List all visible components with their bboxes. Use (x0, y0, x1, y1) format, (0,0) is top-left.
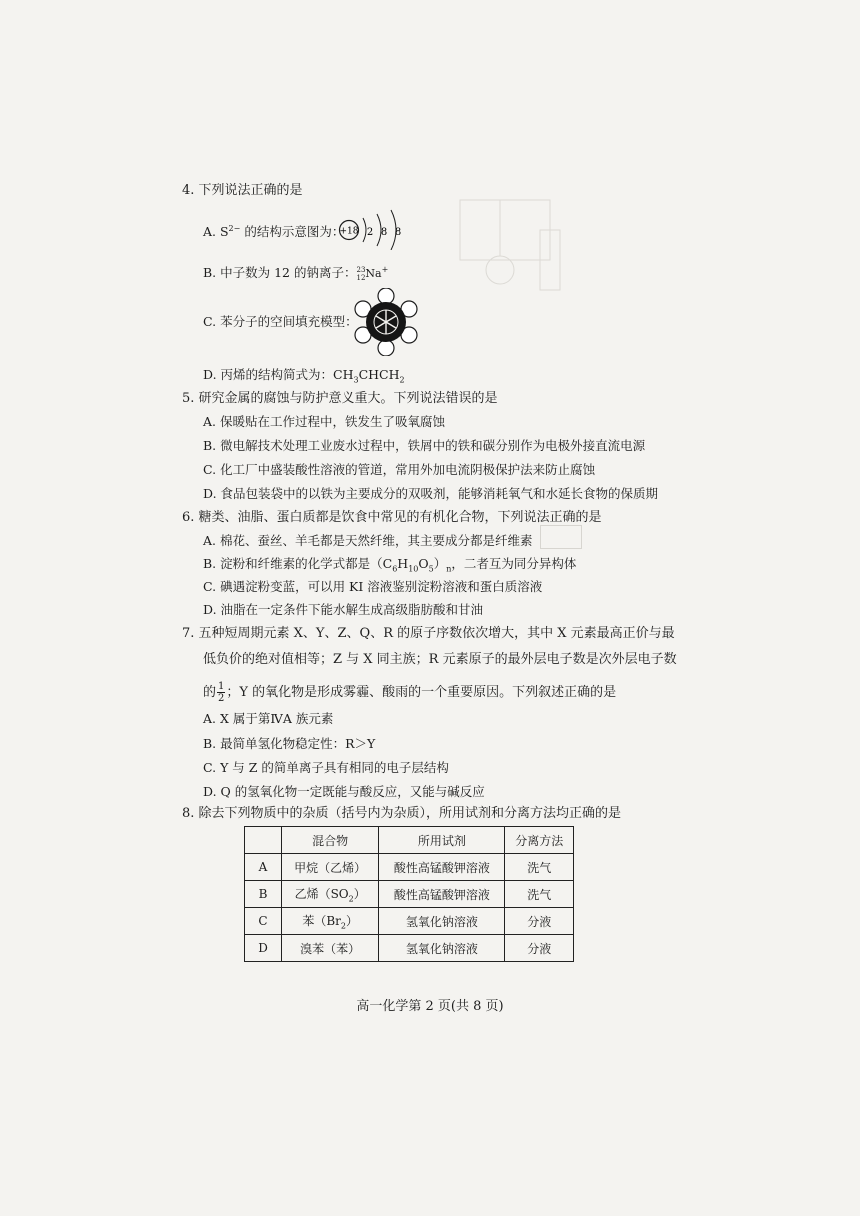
table-row (245, 935, 574, 962)
q7-option-c: C. Y 与 Z 的简单离子具有相同的电子层结构 (203, 760, 449, 775)
q7-option-a: A. X 属于第ⅣA 族元素 (203, 711, 334, 726)
q7-option-b: B. 最简单氢化物稳定性：R＞Y (203, 736, 376, 751)
shell-1-count: 2 (366, 227, 374, 238)
q4-option-d: D. 丙烯的结构简式为：$CH_3CHCH_2$ (203, 367, 405, 385)
method-cell: 洗气 (505, 854, 574, 881)
row-label: B (245, 881, 282, 908)
q6-option-c: C. 碘遇淀粉变蓝，可以用 KI 溶液鉴别淀粉溶液和蛋白质溶液 (203, 579, 543, 594)
q5-option-a: A. 保暖贴在工作过程中，铁发生了吸氧腐蚀 (203, 414, 445, 429)
page-footer: 高一化学第 2 页(共 8 页) (356, 999, 504, 1014)
question-5-stem: 5. 研究金属的腐蚀与防护意义重大。下列说法错误的是 (182, 391, 498, 406)
table-header-row (245, 827, 574, 854)
row-label: A (245, 854, 282, 881)
mixture-cell: 苯$(Br_2)$ (282, 908, 379, 935)
q5-option-c: C. 化工厂中盛装酸性溶液的管道，常用外加电流阴极保护法来防止腐蚀 (203, 462, 596, 477)
q4-option-b: B. 中子数为 12 的钠离子： 23 12 Na+ (203, 265, 389, 282)
question-7-stem-line-1: 7. 五种短周期元素 X、Y、Z、Q、R 的原子序数依次增大，其中 X 元素最高正价与最 (182, 626, 675, 641)
method-cell: 分液 (505, 935, 574, 962)
table-header-cell (245, 827, 282, 854)
mixture-cell: 溴苯（苯） (282, 935, 379, 962)
q6-option-d: D. 油脂在一定条件下能水解生成高级脂肪酸和甘油 (203, 602, 484, 617)
reagent-cell: 氢氧化钠溶液 (379, 908, 505, 935)
table-row (245, 908, 574, 935)
nucleus-label: +18 (339, 226, 359, 237)
question-6-stem: 6. 糖类、油脂、蛋白质都是饮食中常见的有机化合物，下列说法正确的是 (182, 510, 602, 525)
mixture-cell: 甲烷（乙烯） (282, 854, 379, 881)
table-row (245, 881, 574, 908)
shell-3-count: 8 (394, 227, 402, 238)
q7-option-d: D. Q 的氢氧化物一定既能与酸反应，又能与碱反应 (203, 784, 485, 799)
benzene-space-filling-model (352, 288, 420, 356)
bleed-through-diagram (440, 180, 590, 300)
fraction-one-half: $\frac{1}{2}$ (218, 681, 225, 704)
q6-option-a: A. 棉花、蚕丝、羊毛都是天然纤维，其主要成分都是纤维素 (203, 533, 533, 548)
row-label: C (245, 908, 282, 935)
question-4-stem: 4. 下列说法正确的是 (182, 183, 303, 198)
q6-option-b: B. 淀粉和纤维素的化学式都是$(C_6H_{10}O_5)_n$，二者互为同分异构体 (203, 556, 577, 574)
q5-option-b: B. 微电解技术处理工业废水过程中，铁屑中的铁和碳分别作为电极外接直流电源 (203, 438, 646, 453)
q4-option-c: C. 苯分子的空间填充模型： (203, 314, 358, 329)
question-7-stem-line-3: 的 $\frac{1}{2}$ ；Y 的氧化物是形成雾霾、酸雨的一个重要原因。下列叙述正确的是 (203, 681, 617, 704)
reagent-cell: 酸性高锰酸钾溶液 (379, 854, 505, 881)
shell-2-count: 8 (380, 227, 388, 238)
table-row (245, 854, 574, 881)
reagent-cell: 酸性高锰酸钾溶液 (379, 881, 505, 908)
table-header-cell: 混合物 (282, 827, 379, 854)
question-8-stem: 8. 除去下列物质中的杂质（括号内为杂质），所用试剂和分离方法均正确的是 (182, 806, 622, 821)
mixture-cell: 乙烯$(SO_2)$ (282, 881, 379, 908)
row-label: D (245, 935, 282, 962)
method-cell: 分液 (505, 908, 574, 935)
impurity-removal-table (244, 826, 574, 962)
bleed-through-box (540, 525, 582, 549)
question-7-stem-line-2: 低负价的绝对值相等；Z 与 X 同主族；R 元素原子的最外层电子数是次外层电子数 (203, 652, 677, 667)
table-header-cell: 分离方法 (505, 827, 574, 854)
q5-option-d: D. 食品包装袋中的以铁为主要成分的双吸剂，能够消耗氧气和水延长食物的保质期 (203, 486, 659, 501)
q4-option-a: A. $S^{2-}$ 的结构示意图为： (203, 224, 345, 240)
table-header-cell: 所用试剂 (379, 827, 505, 854)
reagent-cell: 氢氧化钠溶液 (379, 935, 505, 962)
method-cell: 洗气 (505, 881, 574, 908)
sulfide-ion-diagram (337, 206, 417, 250)
